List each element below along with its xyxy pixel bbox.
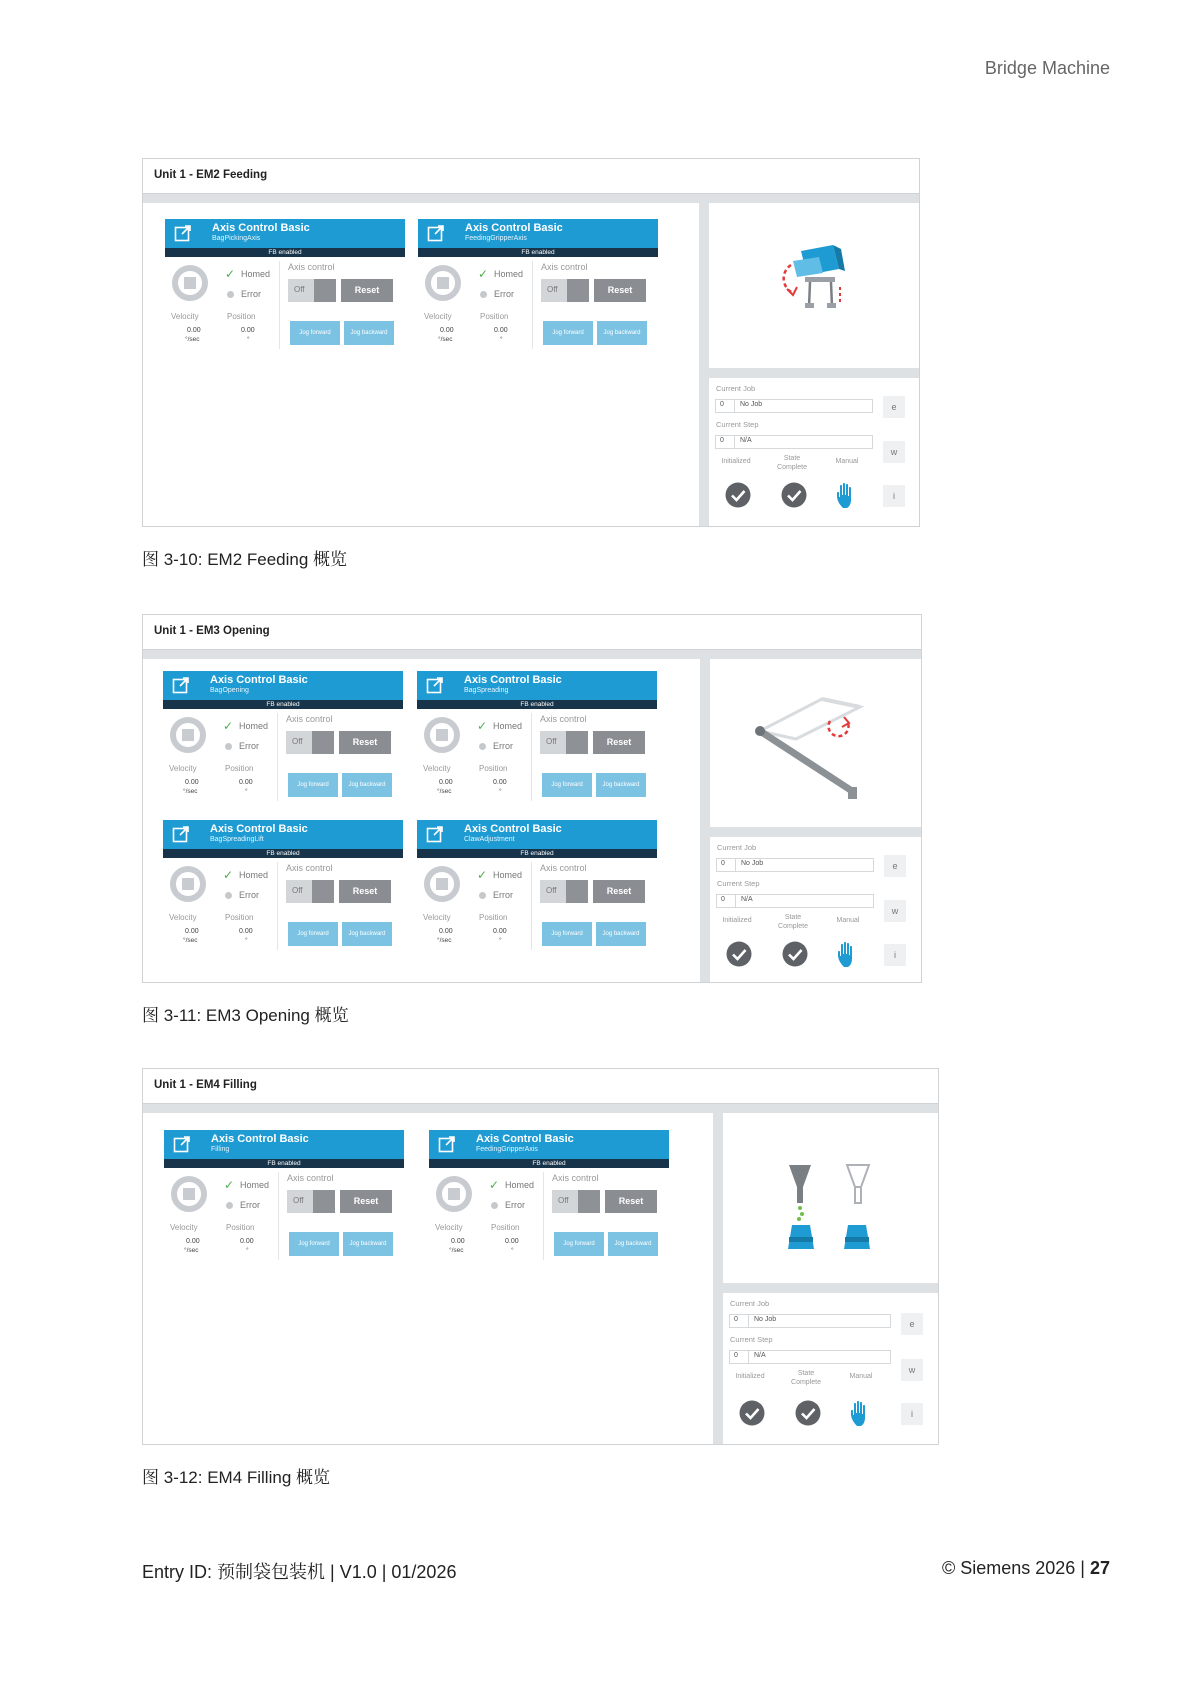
screen-title-bar [143, 159, 919, 194]
axis-header [165, 219, 405, 248]
velocity-unit: °/sec [183, 788, 198, 795]
toggle-knob [312, 880, 334, 903]
reset-button[interactable]: Reset [339, 731, 391, 754]
current-job-field [715, 399, 873, 413]
axis-control-block [417, 820, 657, 950]
homed-label: Homed [493, 721, 523, 731]
axis-subtitle: BagOpening [210, 687, 249, 694]
fb-status-bar [163, 700, 403, 709]
check-icon: ✓ [478, 267, 489, 281]
velocity-label: Velocity [170, 1223, 198, 1232]
machine-image-panel [709, 203, 919, 368]
velocity-unit: °/sec [438, 336, 453, 343]
fb-status-bar [418, 248, 658, 257]
velocity-label: Velocity [423, 764, 451, 773]
state-complete-check-icon [781, 482, 807, 508]
axis-on-off-toggle[interactable] [286, 731, 334, 754]
error-label: Error [240, 1200, 260, 1210]
manual-label: Manual [836, 917, 860, 924]
jog-forward-button[interactable]: Jog forward [542, 773, 592, 797]
divider [531, 862, 532, 950]
position-label: Position [491, 1223, 520, 1232]
field-divider [735, 859, 736, 871]
reset-button[interactable]: Reset [593, 880, 645, 903]
toggle-off-label: Off [293, 1196, 304, 1205]
error-label: Error [239, 741, 259, 751]
warning-messages-button[interactable]: w [883, 441, 905, 463]
toggle-off-label: Off [292, 737, 303, 746]
state-complete-label: State Complete [777, 455, 807, 471]
error-dot-icon [225, 892, 232, 899]
hmi-screenshot-em3-opening [142, 614, 922, 983]
current-step-label: Current Step [730, 1335, 773, 1344]
divider [277, 862, 278, 950]
axis-subtitle: FeedingGripperAxis [465, 235, 527, 242]
manual-hand-icon [835, 481, 861, 509]
axis-control-block [163, 820, 403, 950]
velocity-value: 0.00 [185, 928, 199, 935]
axis-control-block [164, 1130, 404, 1260]
jog-forward-button[interactable]: Jog forward [554, 1232, 604, 1256]
hmi-screenshot-em4-filling [142, 1068, 939, 1445]
velocity-value: 0.00 [440, 327, 454, 334]
hmi-screenshot-em2-feeding [142, 158, 920, 527]
error-messages-button[interactable]: e [883, 396, 905, 418]
position-label: Position [479, 764, 508, 773]
toggle-knob [566, 880, 588, 903]
axis-control-block [163, 671, 403, 801]
axis-control-label: Axis control [286, 714, 333, 724]
check-icon: ✓ [225, 267, 236, 281]
position-label: Position [480, 312, 509, 321]
fb-status-text: FB enabled [268, 249, 302, 256]
initialized-check-icon [725, 482, 751, 508]
field-divider [748, 1351, 749, 1363]
jog-backward-button[interactable]: Jog backward [597, 321, 647, 345]
axis-control-block [417, 671, 657, 801]
opening-arm-illustration-icon [710, 659, 921, 827]
error-dot-icon [226, 1202, 233, 1209]
axis-control-block [165, 219, 405, 349]
velocity-value: 0.00 [439, 928, 453, 935]
position-unit: ° [245, 937, 248, 944]
axis-title: Axis Control Basic [476, 1133, 574, 1145]
copyright-text: © Siemens 2026 | [941, 1558, 1090, 1578]
job-name: No Job [741, 860, 764, 867]
screen-title-bar [143, 1069, 938, 1104]
state-complete-label: State Complete [778, 914, 808, 930]
fb-status-text: FB enabled [266, 701, 300, 708]
error-dot-icon [225, 743, 232, 750]
jog-backward-button[interactable]: Jog backward [608, 1232, 658, 1256]
figure-caption: 图 3-10: EM2 Feeding 概览 [142, 550, 348, 569]
axis-title: Axis Control Basic [211, 1133, 309, 1145]
divider [279, 261, 280, 349]
field-divider [734, 400, 735, 412]
axis-control-block [418, 219, 658, 349]
manual-label: Manual [835, 458, 859, 465]
velocity-unit: °/sec [185, 336, 200, 343]
axis-header [418, 219, 658, 248]
step-id: 0 [720, 437, 724, 444]
fb-status-text: FB enabled [266, 850, 300, 857]
field-divider [734, 436, 735, 448]
axis-title: Axis Control Basic [465, 222, 563, 234]
position-label: Position [225, 913, 254, 922]
toggle-off-label: Off [558, 1196, 569, 1205]
velocity-unit: °/sec [437, 788, 452, 795]
axis-state-ring-icon [424, 717, 460, 753]
axis-title: Axis Control Basic [210, 674, 308, 686]
axis-header [164, 1130, 404, 1159]
position-unit: ° [511, 1247, 514, 1254]
axis-subtitle: BagSpreading [464, 687, 509, 694]
toggle-off-label: Off [292, 886, 303, 895]
step-id: 0 [734, 1352, 738, 1359]
position-value: 0.00 [239, 779, 253, 786]
open-external-icon[interactable] [427, 224, 445, 242]
job-status-panel [723, 1293, 938, 1444]
info-messages-button[interactable]: i [901, 1403, 923, 1425]
reset-button[interactable]: Reset [605, 1190, 657, 1213]
axis-on-off-toggle[interactable] [286, 880, 334, 903]
homed-label: Homed [239, 721, 269, 731]
divider [531, 713, 532, 801]
step-name: N/A [754, 1352, 766, 1359]
toggle-off-label: Off [294, 285, 305, 294]
axis-control-label: Axis control [540, 863, 587, 873]
step-id: 0 [721, 896, 725, 903]
divider [278, 1172, 279, 1260]
current-step-field [715, 435, 873, 449]
figure-caption: 图 3-12: EM4 Filling 概览 [142, 1468, 330, 1487]
machine-image-panel [710, 659, 921, 827]
fb-status-text: FB enabled [520, 701, 554, 708]
axis-on-off-toggle[interactable] [287, 1190, 335, 1213]
velocity-label: Velocity [423, 913, 451, 922]
footer-copyright [942, 1558, 1110, 1579]
velocity-value: 0.00 [439, 779, 453, 786]
axis-header [417, 671, 657, 700]
current-job-label: Current Job [716, 384, 756, 393]
check-icon: ✓ [223, 719, 234, 733]
axis-header [429, 1130, 669, 1159]
axis-control-label: Axis control [287, 1173, 334, 1183]
current-step-label: Current Step [717, 879, 760, 888]
jog-backward-button[interactable]: Jog backward [342, 773, 392, 797]
axis-on-off-toggle[interactable] [540, 731, 588, 754]
open-external-icon[interactable] [173, 1135, 191, 1153]
jog-forward-button[interactable]: Jog forward [288, 922, 338, 946]
axis-state-ring-icon [424, 866, 460, 902]
axis-panel-area [143, 659, 700, 982]
velocity-unit: °/sec [184, 1247, 199, 1254]
toggle-knob [567, 279, 589, 302]
current-job-field [716, 858, 874, 872]
axis-header [163, 820, 403, 849]
axis-control-label: Axis control [286, 863, 333, 873]
warning-messages-button[interactable]: w [884, 900, 906, 922]
current-step-label: Current Step [716, 420, 759, 429]
axis-state-ring-icon [425, 265, 461, 301]
axis-subtitle: ClawAdjustment [464, 836, 515, 843]
velocity-value: 0.00 [185, 779, 199, 786]
position-label: Position [226, 1223, 255, 1232]
error-dot-icon [479, 892, 486, 899]
field-divider [735, 895, 736, 907]
current-step-field [729, 1350, 891, 1364]
homed-label: Homed [240, 1180, 270, 1190]
axis-title: Axis Control Basic [212, 222, 310, 234]
error-label: Error [239, 890, 259, 900]
error-dot-icon [479, 743, 486, 750]
position-label: Position [479, 913, 508, 922]
homed-label: Homed [505, 1180, 535, 1190]
open-external-icon[interactable] [426, 825, 444, 843]
axis-control-label: Axis control [552, 1173, 599, 1183]
state-complete-check-icon [782, 941, 808, 967]
jog-backward-button[interactable]: Jog backward [343, 1232, 393, 1256]
jog-forward-button[interactable]: Jog forward [543, 321, 593, 345]
axis-control-label: Axis control [288, 262, 335, 272]
fb-status-text: FB enabled [532, 1160, 566, 1167]
check-icon: ✓ [489, 1178, 500, 1192]
figure-caption: 图 3-11: EM3 Opening 概览 [142, 1006, 349, 1025]
divider [277, 713, 278, 801]
position-label: Position [225, 764, 254, 773]
position-unit: ° [246, 1247, 249, 1254]
page-number: 27 [1089, 1558, 1110, 1578]
check-icon: ✓ [477, 868, 488, 882]
velocity-unit: °/sec [449, 1247, 464, 1254]
reset-button[interactable]: Reset [594, 279, 646, 302]
job-id: 0 [720, 401, 724, 408]
jog-forward-button[interactable]: Jog forward [288, 773, 338, 797]
fb-status-text: FB enabled [521, 249, 555, 256]
job-status-panel [709, 378, 919, 526]
axis-on-off-toggle[interactable] [552, 1190, 600, 1213]
job-name: No Job [754, 1316, 777, 1323]
current-job-label: Current Job [717, 843, 757, 852]
axis-on-off-toggle[interactable] [540, 880, 588, 903]
divider [532, 261, 533, 349]
open-external-icon[interactable] [174, 224, 192, 242]
position-value: 0.00 [505, 1238, 519, 1245]
axis-subtitle: BagSpreadingLift [210, 836, 264, 843]
error-label: Error [241, 289, 261, 299]
axis-title: Axis Control Basic [464, 823, 562, 835]
screen-title-bar [143, 615, 921, 650]
toggle-off-label: Off [547, 285, 558, 294]
job-id: 0 [721, 860, 725, 867]
manual-label: Manual [849, 1373, 873, 1380]
position-unit: ° [500, 336, 503, 343]
fb-status-bar [164, 1159, 404, 1168]
error-dot-icon [491, 1202, 498, 1209]
machine-image-panel [723, 1113, 938, 1283]
velocity-unit: °/sec [437, 937, 452, 944]
reset-button[interactable]: Reset [341, 279, 393, 302]
reset-button[interactable]: Reset [340, 1190, 392, 1213]
check-icon: ✓ [223, 868, 234, 882]
fb-status-bar [417, 849, 657, 858]
position-value: 0.00 [493, 928, 507, 935]
position-unit: ° [245, 788, 248, 795]
error-messages-button[interactable]: e [901, 1313, 923, 1335]
axis-header [163, 671, 403, 700]
axis-title: Axis Control Basic [210, 823, 308, 835]
jog-backward-button[interactable]: Jog backward [596, 922, 646, 946]
velocity-label: Velocity [435, 1223, 463, 1232]
fb-status-text: FB enabled [520, 850, 554, 857]
position-value: 0.00 [241, 327, 255, 334]
toggle-off-label: Off [546, 737, 557, 746]
reset-button[interactable]: Reset [593, 731, 645, 754]
step-name: N/A [740, 437, 752, 444]
axis-subtitle: Filling [211, 1146, 230, 1153]
error-dot-icon [480, 291, 487, 298]
toggle-knob [314, 279, 336, 302]
axis-state-ring-icon [171, 1176, 207, 1212]
state-complete-label: State Complete [791, 1370, 821, 1386]
toggle-knob [578, 1190, 600, 1213]
current-job-field [729, 1314, 891, 1328]
footer-entry-id: Entry ID: 预制袋包装机 | V1.0 | 01/2026 [142, 1562, 457, 1582]
position-unit: ° [499, 788, 502, 795]
screen-title: Unit 1 - EM2 Feeding [154, 169, 268, 181]
axis-control-label: Axis control [541, 262, 588, 272]
position-unit: ° [247, 336, 250, 343]
error-label: Error [494, 289, 514, 299]
jog-backward-button[interactable]: Jog backward [596, 773, 646, 797]
velocity-label: Velocity [169, 764, 197, 773]
check-icon: ✓ [477, 719, 488, 733]
toggle-knob [312, 731, 334, 754]
open-external-icon[interactable] [438, 1135, 456, 1153]
position-value: 0.00 [494, 327, 508, 334]
current-job-label: Current Job [730, 1299, 770, 1308]
position-value: 0.00 [239, 928, 253, 935]
axis-control-label: Axis control [540, 714, 587, 724]
fb-status-bar [165, 248, 405, 257]
velocity-label: Velocity [169, 913, 197, 922]
velocity-value: 0.00 [187, 327, 201, 334]
axis-panel-area [143, 1113, 713, 1444]
velocity-unit: °/sec [183, 937, 198, 944]
position-value: 0.00 [493, 779, 507, 786]
warning-messages-button[interactable]: w [901, 1359, 923, 1381]
error-dot-icon [227, 291, 234, 298]
position-value: 0.00 [240, 1238, 254, 1245]
velocity-label: Velocity [171, 312, 199, 321]
axis-header [417, 820, 657, 849]
info-messages-button[interactable]: i [884, 944, 906, 966]
job-id: 0 [734, 1316, 738, 1323]
manual-hand-icon [849, 1399, 875, 1427]
job-name: No Job [740, 401, 763, 408]
error-label: Error [493, 890, 513, 900]
page-header-title: Bridge Machine [984, 58, 1110, 78]
current-step-field [716, 894, 874, 908]
axis-on-off-toggle[interactable] [541, 279, 589, 302]
velocity-value: 0.00 [186, 1238, 200, 1245]
velocity-value: 0.00 [451, 1238, 465, 1245]
feeding-gripper-illustration-icon [709, 203, 919, 368]
homed-label: Homed [241, 269, 271, 279]
jog-forward-button[interactable]: Jog forward [542, 922, 592, 946]
position-label: Position [227, 312, 256, 321]
manual-hand-icon [836, 940, 862, 968]
open-external-icon[interactable] [172, 676, 190, 694]
field-divider [748, 1315, 749, 1327]
axis-control-block [429, 1130, 669, 1260]
axis-on-off-toggle[interactable] [288, 279, 336, 302]
error-label: Error [505, 1200, 525, 1210]
toggle-knob [313, 1190, 335, 1213]
homed-label: Homed [494, 269, 524, 279]
jog-forward-button[interactable]: Jog forward [289, 1232, 339, 1256]
error-messages-button[interactable]: e [884, 855, 906, 877]
divider [543, 1172, 544, 1260]
axis-subtitle: BagPickingAxis [212, 235, 261, 242]
filling-station-illustration-icon [723, 1113, 938, 1283]
initialized-check-icon [726, 941, 752, 967]
initialized-check-icon [739, 1400, 765, 1426]
state-complete-check-icon [795, 1400, 821, 1426]
jog-forward-button[interactable]: Jog forward [290, 321, 340, 345]
fb-status-bar [429, 1159, 669, 1168]
job-status-panel [710, 837, 921, 982]
open-external-icon[interactable] [426, 676, 444, 694]
info-messages-button[interactable]: i [883, 485, 905, 507]
homed-label: Homed [239, 870, 269, 880]
step-name: N/A [741, 896, 753, 903]
axis-subtitle: FeedingGripperAxis [476, 1146, 538, 1153]
axis-state-ring-icon [172, 265, 208, 301]
fb-status-text: FB enabled [267, 1160, 301, 1167]
check-icon: ✓ [224, 1178, 235, 1192]
open-external-icon[interactable] [172, 825, 190, 843]
toggle-off-label: Off [546, 886, 557, 895]
initialized-label: Initialized [735, 1373, 765, 1380]
jog-backward-button[interactable]: Jog backward [342, 922, 392, 946]
initialized-label: Initialized [721, 458, 751, 465]
axis-panel-area [143, 203, 699, 526]
fb-status-bar [163, 849, 403, 858]
fb-status-bar [417, 700, 657, 709]
toggle-knob [566, 731, 588, 754]
screen-title: Unit 1 - EM3 Opening [154, 625, 270, 637]
velocity-label: Velocity [424, 312, 452, 321]
reset-button[interactable]: Reset [339, 880, 391, 903]
axis-title: Axis Control Basic [464, 674, 562, 686]
error-label: Error [493, 741, 513, 751]
axis-state-ring-icon [170, 866, 206, 902]
axis-state-ring-icon [436, 1176, 472, 1212]
jog-backward-button[interactable]: Jog backward [344, 321, 394, 345]
position-unit: ° [499, 937, 502, 944]
homed-label: Homed [493, 870, 523, 880]
screen-title: Unit 1 - EM4 Filling [154, 1079, 257, 1091]
initialized-label: Initialized [722, 917, 752, 924]
axis-state-ring-icon [170, 717, 206, 753]
